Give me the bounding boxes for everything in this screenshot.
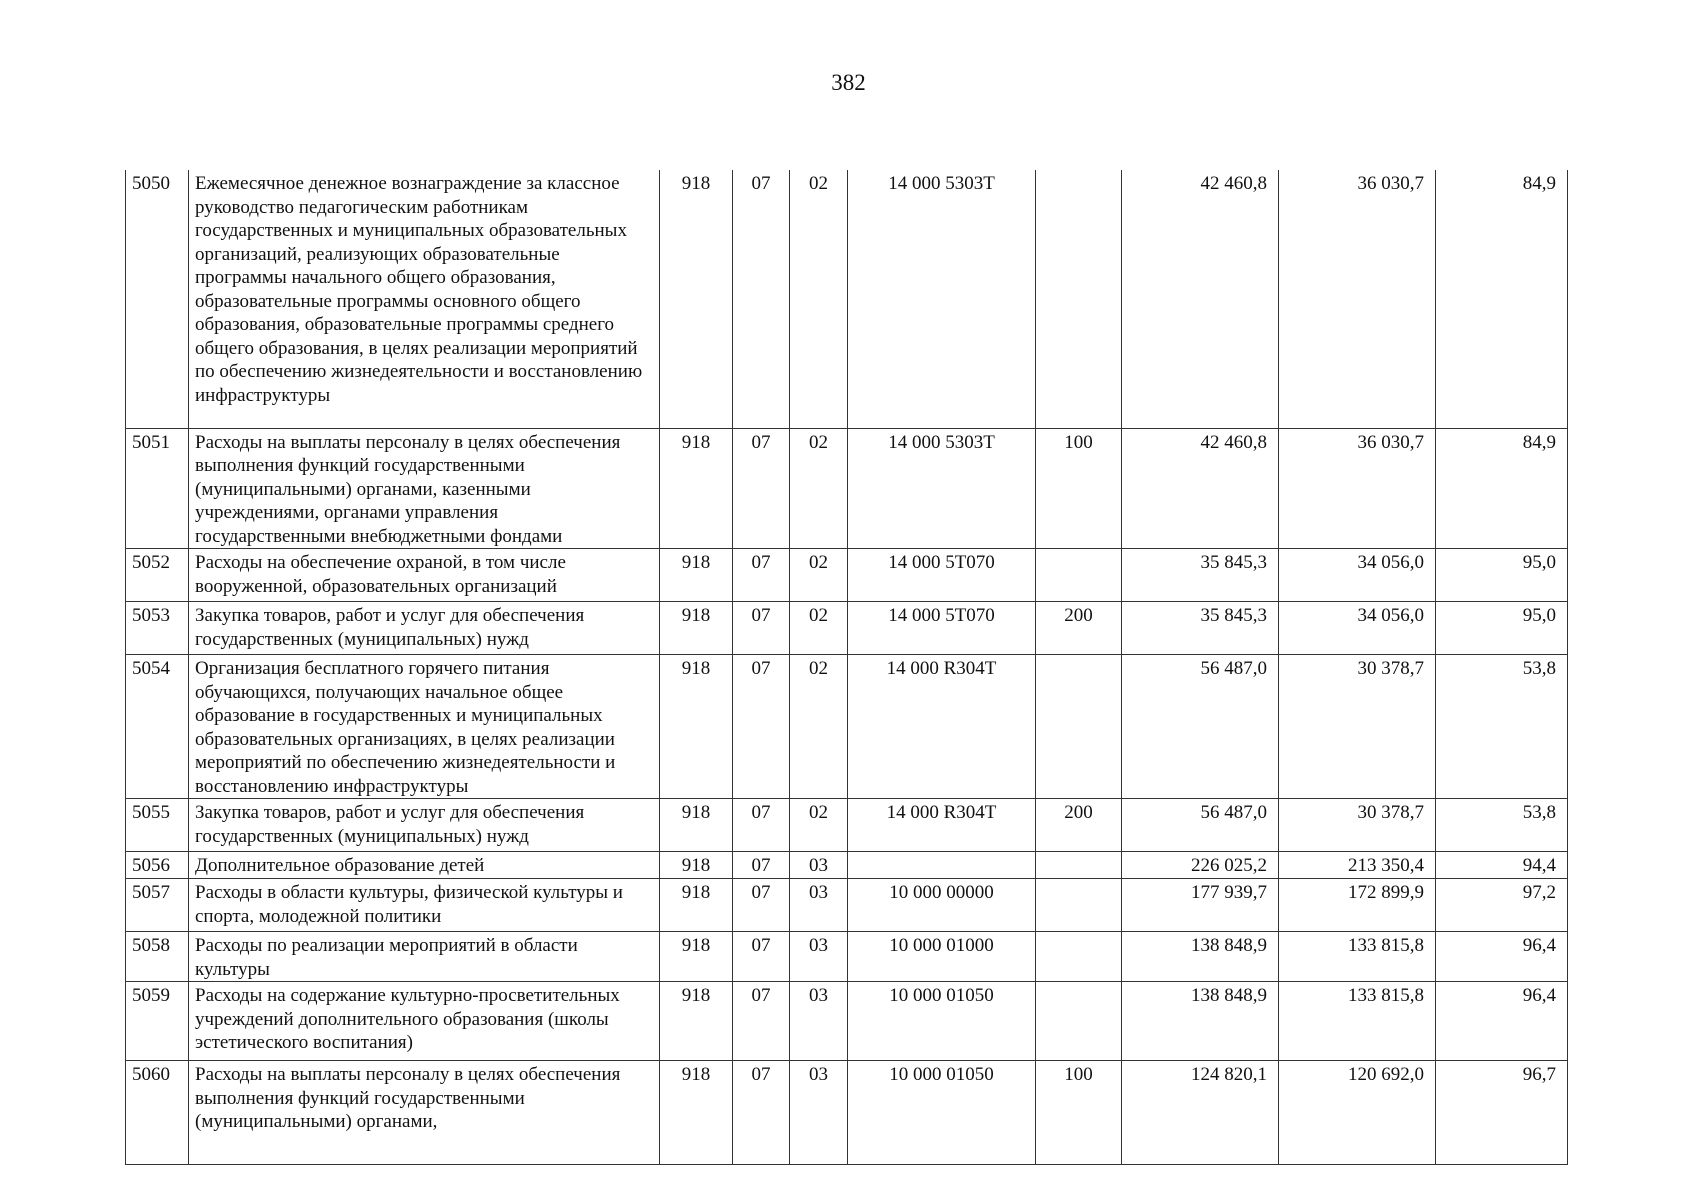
row-number: 5055 — [126, 799, 189, 852]
row-number: 5059 — [126, 982, 189, 1061]
row-csr: 14 000 5Т070 — [848, 549, 1036, 602]
row-rz: 07 — [733, 655, 790, 799]
row-fact: 36 030,7 — [1279, 170, 1436, 428]
row-vr — [1036, 932, 1122, 982]
row-csr: 14 000 5Т070 — [848, 602, 1036, 655]
row-ved: 918 — [660, 879, 733, 932]
table-row — [126, 549, 1568, 602]
row-name: Организация бесплатного горячего питания обучающихся, получающих начальное общее образование в государственных и муниципальных образовательных организациях, в целях реализации мероприятий по обеспечению жизнедеятельности и восстановлению инфраструктуры — [189, 655, 660, 799]
row-pr: 03 — [790, 1061, 848, 1165]
row-plan: 56 487,0 — [1122, 655, 1279, 799]
row-ved: 918 — [660, 655, 733, 799]
row-rz: 07 — [733, 170, 790, 428]
row-rz: 07 — [733, 799, 790, 852]
row-fact: 30 378,7 — [1279, 655, 1436, 799]
row-ved: 918 — [660, 932, 733, 982]
row-ved: 918 — [660, 799, 733, 852]
row-pr: 02 — [790, 602, 848, 655]
row-vr — [1036, 170, 1122, 428]
row-pct: 84,9 — [1436, 170, 1568, 428]
row-number: 5057 — [126, 879, 189, 932]
row-rz: 07 — [733, 428, 790, 549]
row-plan: 138 848,9 — [1122, 932, 1279, 982]
row-ved: 918 — [660, 428, 733, 549]
row-number: 5060 — [126, 1061, 189, 1165]
row-ved: 918 — [660, 170, 733, 428]
row-fact: 120 692,0 — [1279, 1061, 1436, 1165]
row-number: 5056 — [126, 852, 189, 879]
row-name: Расходы на выплаты персоналу в целях обеспечения выполнения функций государственными (муниципальными) органами, — [189, 1061, 660, 1165]
row-pct: 96,7 — [1436, 1061, 1568, 1165]
row-vr — [1036, 879, 1122, 932]
row-pr: 03 — [790, 982, 848, 1061]
row-ved: 918 — [660, 602, 733, 655]
row-csr: 10 000 01000 — [848, 932, 1036, 982]
row-csr: 14 000 5303Т — [848, 170, 1036, 428]
row-rz: 07 — [733, 982, 790, 1061]
row-fact: 172 899,9 — [1279, 879, 1436, 932]
row-pct: 96,4 — [1436, 932, 1568, 982]
row-fact: 30 378,7 — [1279, 799, 1436, 852]
row-name: Расходы на обеспечение охраной, в том числе вооруженной, образовательных организаций — [189, 549, 660, 602]
row-name: Ежемесячное денежное вознаграждение за классное руководство педагогическим работникам государственных и муниципальных образовательных организаций, реализующих образовательные программы начального общего образования, образовательные программы основного общего образования, образовательные программы среднего общего образования, в целях реализации мероприятий по обеспечению жизнедеятельности и восстановлению инфраструктуры — [189, 170, 660, 428]
row-pr: 02 — [790, 428, 848, 549]
row-fact: 34 056,0 — [1279, 602, 1436, 655]
row-ved: 918 — [660, 982, 733, 1061]
row-fact: 36 030,7 — [1279, 428, 1436, 549]
row-pct: 94,4 — [1436, 852, 1568, 879]
table-row — [126, 170, 1568, 428]
row-fact: 133 815,8 — [1279, 982, 1436, 1061]
row-pct: 53,8 — [1436, 799, 1568, 852]
table-row — [126, 799, 1568, 852]
row-pct: 96,4 — [1436, 982, 1568, 1061]
row-plan: 226 025,2 — [1122, 852, 1279, 879]
row-name: Расходы на содержание культурно-просветительных учреждений дополнительного образования (школы эстетического воспитания) — [189, 982, 660, 1061]
row-pr: 03 — [790, 852, 848, 879]
row-vr — [1036, 852, 1122, 879]
row-name: Расходы по реализации мероприятий в области культуры — [189, 932, 660, 982]
row-vr — [1036, 982, 1122, 1061]
row-fact: 34 056,0 — [1279, 549, 1436, 602]
row-plan: 124 820,1 — [1122, 1061, 1279, 1165]
row-vr: 200 — [1036, 602, 1122, 655]
row-rz: 07 — [733, 879, 790, 932]
row-number: 5051 — [126, 428, 189, 549]
row-pr: 03 — [790, 879, 848, 932]
row-plan: 177 939,7 — [1122, 879, 1279, 932]
row-pr: 02 — [790, 549, 848, 602]
row-rz: 07 — [733, 852, 790, 879]
row-plan: 42 460,8 — [1122, 170, 1279, 428]
row-pct: 84,9 — [1436, 428, 1568, 549]
row-csr: 14 000 R304Т — [848, 799, 1036, 852]
row-vr: 200 — [1036, 799, 1122, 852]
table-row — [126, 1061, 1568, 1165]
row-ved: 918 — [660, 1061, 733, 1165]
row-rz: 07 — [733, 932, 790, 982]
row-plan: 138 848,9 — [1122, 982, 1279, 1061]
row-pr: 03 — [790, 932, 848, 982]
row-plan: 56 487,0 — [1122, 799, 1279, 852]
table-row — [126, 932, 1568, 982]
row-rz: 07 — [733, 1061, 790, 1165]
row-plan: 35 845,3 — [1122, 602, 1279, 655]
row-pr: 02 — [790, 799, 848, 852]
row-vr: 100 — [1036, 428, 1122, 549]
row-number: 5053 — [126, 602, 189, 655]
row-rz: 07 — [733, 602, 790, 655]
row-csr: 14 000 R304Т — [848, 655, 1036, 799]
row-name: Дополнительное образование детей — [189, 852, 660, 879]
row-csr — [848, 852, 1036, 879]
row-rz: 07 — [733, 549, 790, 602]
table-row — [126, 982, 1568, 1061]
row-vr: 100 — [1036, 1061, 1122, 1165]
budget-table — [125, 170, 1568, 1165]
row-pct: 95,0 — [1436, 549, 1568, 602]
row-csr: 10 000 01050 — [848, 982, 1036, 1061]
table-row — [126, 879, 1568, 932]
row-name: Расходы в области культуры, физической культуры и спорта, молодежной политики — [189, 879, 660, 932]
row-fact: 133 815,8 — [1279, 932, 1436, 982]
table-row — [126, 852, 1568, 879]
table-row — [126, 655, 1568, 799]
row-number: 5052 — [126, 549, 189, 602]
row-pct: 53,8 — [1436, 655, 1568, 799]
row-plan: 42 460,8 — [1122, 428, 1279, 549]
row-csr: 10 000 01050 — [848, 1061, 1036, 1165]
row-pct: 95,0 — [1436, 602, 1568, 655]
row-ved: 918 — [660, 549, 733, 602]
row-pr: 02 — [790, 170, 848, 428]
row-vr — [1036, 655, 1122, 799]
row-name: Расходы на выплаты персоналу в целях обеспечения выполнения функций государственными (муниципальными) органами, казенными учреждениями, органами управления государственными внебюджетными фондами — [189, 428, 660, 549]
row-csr: 14 000 5303Т — [848, 428, 1036, 549]
row-plan: 35 845,3 — [1122, 549, 1279, 602]
row-number: 5054 — [126, 655, 189, 799]
row-name: Закупка товаров, работ и услуг для обеспечения государственных (муниципальных) нужд — [189, 799, 660, 852]
row-pct: 97,2 — [1436, 879, 1568, 932]
row-number: 5050 — [126, 170, 189, 428]
row-fact: 213 350,4 — [1279, 852, 1436, 879]
row-vr — [1036, 549, 1122, 602]
row-number: 5058 — [126, 932, 189, 982]
row-pr: 02 — [790, 655, 848, 799]
table-row — [126, 602, 1568, 655]
page-number: 382 — [831, 70, 866, 95]
row-ved: 918 — [660, 852, 733, 879]
row-name: Закупка товаров, работ и услуг для обеспечения государственных (муниципальных) нужд — [189, 602, 660, 655]
table-row — [126, 428, 1568, 549]
row-csr: 10 000 00000 — [848, 879, 1036, 932]
